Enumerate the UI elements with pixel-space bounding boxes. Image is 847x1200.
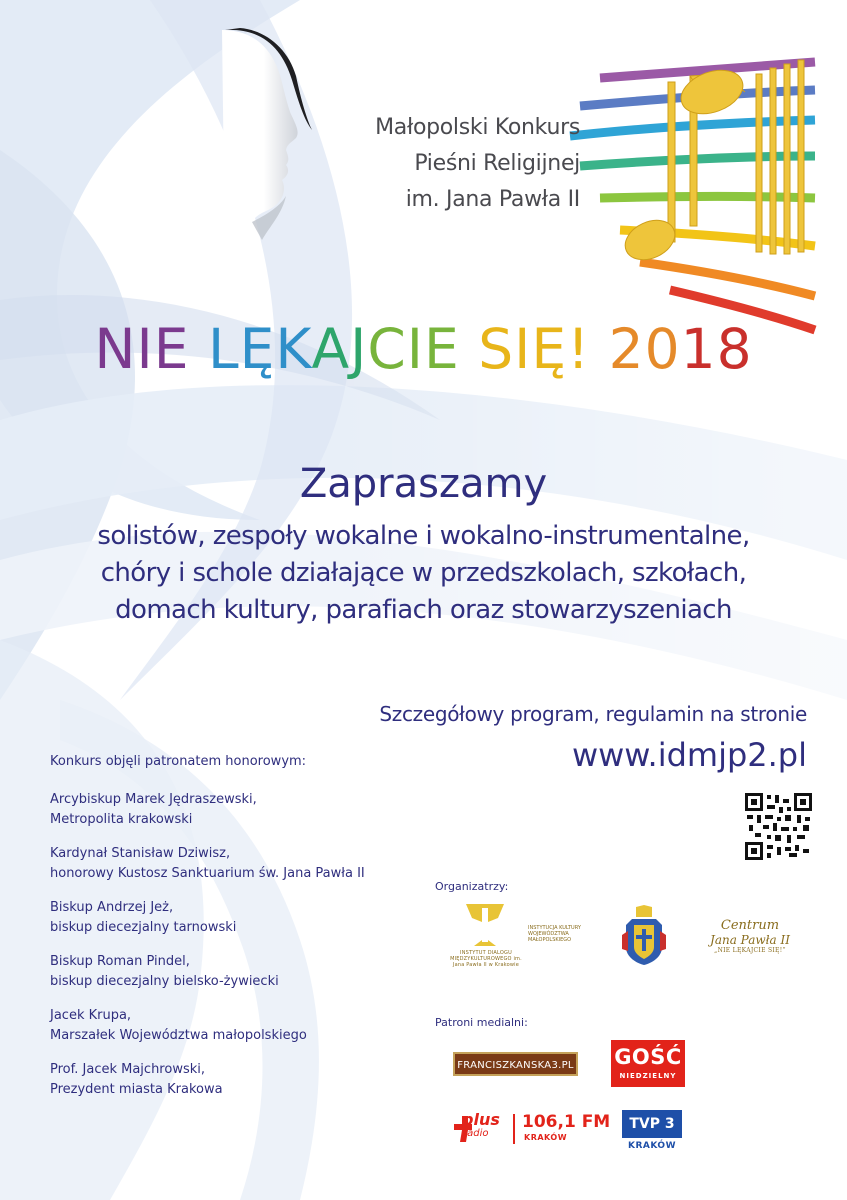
gosc-niedzielny-logo [611, 1040, 685, 1087]
patron-entry [50, 952, 410, 992]
centrum-logo-line-3: „NIE LĘKAJCIE SIĘ!” [714, 947, 786, 954]
headline-part: CIE [367, 317, 479, 381]
invite-lines [0, 518, 847, 629]
patron-entry [50, 1060, 410, 1100]
contest-title-line-1: Małopolski Konkurs [375, 115, 580, 140]
headline-part: SIĘ! [478, 317, 609, 381]
contest-title-line-2: Pieśni Religijnej [414, 151, 580, 176]
centrum-logo [695, 918, 805, 955]
radio-plus-city: KRAKÓW [524, 1133, 568, 1142]
qr-code-icon [745, 793, 812, 860]
website-link[interactable]: www.idmjp2.pl [571, 736, 807, 774]
patron-entry [50, 898, 410, 938]
headline-part: 20 [608, 317, 681, 381]
patron-entry [50, 844, 410, 884]
headline-part: AJ [311, 317, 368, 381]
invite-line: chóry i schole działające w przedszkolach, szkołach, [100, 558, 747, 588]
headline-part: NIE [94, 317, 208, 381]
patron-role: Prezydent miasta Krakowa [50, 1082, 223, 1097]
patron-entry [50, 790, 410, 830]
patron-name: Biskup Roman Pindel, [50, 954, 190, 969]
patron-name: Jacek Krupa, [50, 1008, 132, 1023]
organizers-label: Organizatrzy: [435, 880, 509, 893]
radio-plus-sub: radio [463, 1128, 489, 1139]
contest-title [250, 110, 580, 218]
patron-name: Prof. Jacek Majchrowski, [50, 1062, 205, 1077]
radio-plus-divider [513, 1114, 515, 1144]
patrons-heading: Konkurs objęli patronatem honorowym: [50, 754, 307, 769]
radio-plus-frequency: 106,1 FM [522, 1112, 611, 1132]
centrum-logo-line-1: Centrum [720, 918, 780, 933]
patron-name: Kardynał Stanisław Dziwisz, [50, 846, 231, 861]
patron-role: biskup diecezjalny tarnowski [50, 920, 237, 935]
patron-role: Marszałek Województwa małopolskiego [50, 1028, 307, 1043]
patron-entry [50, 1006, 410, 1046]
invite-heading: Zapraszamy [299, 461, 548, 507]
tvp3-logo: TVP 3 [622, 1110, 682, 1138]
institution-logo-text: INSTYTUCJA KULTURY WOJEWÓDZTWA MAŁOPOLSKIEGO [528, 925, 581, 943]
radio-plus-word: plus [462, 1110, 500, 1129]
patron-name: Arcybiskup Marek Jędraszewski, [50, 792, 257, 807]
patron-role: honorowy Kustosz Sanktuarium św. Jana Pawła II [50, 866, 365, 881]
franciszkanska-logo: FRANCISZKANSKA3.PL [453, 1052, 578, 1076]
gosc-logo-subtitle: NIEDZIELNY [619, 1072, 677, 1080]
patron-role: Metropolita krakowski [50, 812, 193, 827]
headline-part: LĘK [207, 317, 312, 381]
patron-name: Biskup Andrzej Jeż, [50, 900, 174, 915]
idm-logo-text: INSTYTUT DIALOGU MIĘDZYKULTUROWEGO im. Jana Pawła II w Krakowie [450, 950, 522, 968]
headline [0, 316, 847, 382]
headline-part: 18 [680, 317, 753, 381]
tvp3-city: KRAKÓW [627, 1141, 677, 1151]
gosc-logo-title: GOŚĆ [614, 1045, 682, 1069]
invite-line: solistów, zespoły wokalne i wokalno-instrumentalne, [97, 521, 750, 551]
honorary-patrons [50, 752, 410, 1114]
contest-title-line-3: im. Jana Pawła II [405, 187, 580, 212]
invite-line: domach kultury, parafiach oraz stowarzyszeniach [115, 595, 732, 625]
media-patrons-label: Patroni medialni: [435, 1016, 528, 1029]
program-note: Szczegółowy program, regulamin na stronie [379, 702, 807, 726]
patron-role: biskup diecezjalny bielsko-żywiecki [50, 974, 279, 989]
centrum-logo-line-2: Jana Pawła II [710, 933, 790, 947]
